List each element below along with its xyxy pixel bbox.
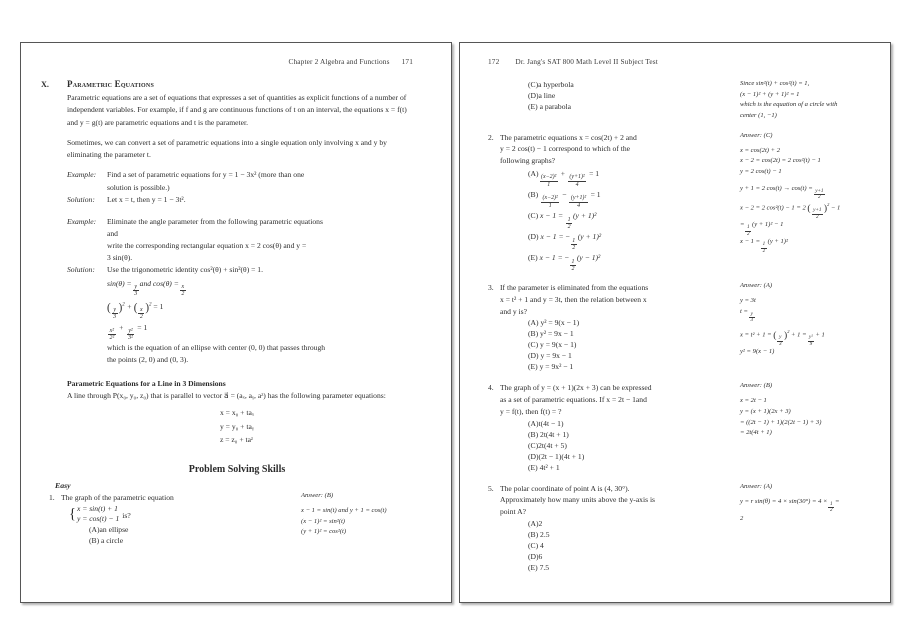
question-2-stem-1: The parametric equations x = cos(2t) + 2 and (500, 132, 637, 142)
answer-1-head: Answer: (B) (301, 492, 334, 500)
equation-z: z = z₀ + taᶻ (219, 434, 254, 444)
book-title: Dr. Jang's SAT 800 Math Level II Subject Test (515, 57, 658, 66)
example-text-cont: solution is possible.) (107, 182, 170, 192)
answer-2-g2-line-4: x − 1 = $\frac{1}{2}$ (y + 1)² (740, 238, 788, 254)
choice-c[interactable]: (C)a hyperbola (528, 80, 574, 89)
answer-3-line-2: t = $\frac{y}{3}$ (740, 307, 753, 324)
example-label-2: Example: (67, 216, 97, 226)
question-1-continued-answer (730, 79, 872, 122)
eq1-rhs: = 1 (153, 301, 164, 311)
question-5-choices (480, 518, 730, 573)
solution-label-2: Solution: (67, 265, 95, 275)
question-1-continued-row (480, 79, 872, 122)
question-5-answer (730, 483, 872, 573)
line-3d-equations (41, 406, 433, 446)
question-5-stem-3: point A? (500, 507, 526, 517)
answer-1-line-2: (x − 1)² = sin²(t) (301, 517, 345, 525)
choice-b[interactable]: (B) a circle (89, 535, 124, 545)
choice-c[interactable]: (C) 4 (528, 540, 544, 550)
section-title: Parametric Equations (67, 79, 154, 89)
example2-line3: write the corresponding rectangular equation x = 2 cos(θ) and y = (107, 241, 307, 251)
answer-4-head: Answer: (B) (740, 382, 773, 390)
question-5-number: 5. (488, 483, 494, 493)
example2-line4: 3 sin(θ). (107, 253, 133, 263)
choice-c[interactable]: (C) x − 1 = $\frac{1}{2}$ (y + 1)² (528, 211, 597, 230)
question-3-stem-1: If the parameter is eliminated from the equations (500, 283, 649, 293)
running-head-left (41, 57, 433, 67)
choice-b[interactable]: (B) $\frac{\text{(x−2)²}}{1}$ − $\frac{\text{(y+1)²}}{4}$ = 1 (528, 190, 601, 209)
answer-4-line-1: x = 2t − 1 (740, 397, 767, 405)
choice-d[interactable]: (D)a line (528, 91, 556, 100)
choice-b[interactable]: (B) 2.5 (528, 529, 550, 539)
choice-a[interactable]: (A) y² = 9(x − 1) (528, 318, 580, 328)
example2-line1: Eliminate the angle parameter from the following parametric equations (107, 216, 323, 226)
choice-e[interactable]: (E) y = 9x² − 1 (528, 362, 574, 372)
fraction-y2-over-3sq: $\frac{\text{y²}}{\text{3²}}$ (128, 328, 133, 342)
equation-x: x = x₀ + taₓ (219, 408, 255, 418)
solution2-trig-substitution (67, 277, 421, 298)
answer-5-line-2: 2 (740, 514, 744, 522)
choice-e[interactable]: (E) 7.5 (528, 562, 550, 572)
question-4-number: 4. (488, 383, 494, 393)
choice-a[interactable]: (A) $\frac{\text{(x−2)²}}{1}$ + $\frac{\text{(y+1)²}}{4}$ = 1 (528, 168, 600, 188)
answer-5-head: Answer: (A) (740, 482, 773, 490)
question-3-stem-3: and y is? (500, 306, 527, 316)
system-line-y: y = cos(t) − 1 (76, 513, 120, 523)
fraction-y3-inner: $\frac{y}{3}$ (113, 307, 117, 321)
choice-a[interactable]: (A)t(4t − 1) (528, 418, 564, 428)
answer-3-line-4: y² = 9(x − 1) (740, 348, 775, 356)
question-1-stem: The graph of the parametric equation (61, 493, 174, 503)
choice-d[interactable]: (D)6 (528, 551, 543, 561)
question-4-stem-1: The graph of y = (x + 1)(2x + 3) can be expressed (500, 383, 652, 393)
running-head-right (480, 57, 872, 67)
answer-2-g1-line-2: x − 2 = cos(2t) = 2 cos²(t) − 1 (740, 157, 821, 165)
question-2-number: 2. (488, 132, 494, 142)
page-right (459, 42, 891, 603)
question-2-body (480, 132, 730, 272)
choice-a[interactable]: (A)2 (528, 518, 543, 528)
question-2-answer (730, 132, 872, 272)
fraction-x2-over-2sq: $\frac{\text{x²}}{\text{2²}}$ (109, 328, 115, 342)
folio-number-right: 172 (488, 57, 500, 66)
section-heading (41, 79, 433, 89)
example2-closing-2: the points (2, 0) and (0, 3). (107, 354, 189, 364)
question-1-number: 1. (49, 493, 55, 503)
answer-5-line-1: y = r sin(θ) = 4 × sin(30°) = 4 × $\frac{1}{2}$ = (740, 497, 840, 514)
question-3-number: 3. (488, 283, 494, 293)
answer-1-cont-line-4: center (1, −1) (740, 112, 777, 120)
question-3-choices (480, 317, 730, 372)
answer-1-cont-line-2: (x − 1)² + (y + 1)² = 1 (740, 90, 800, 98)
question-1-is-tag: is? (122, 511, 131, 521)
answer-2-g1-line-3: y = 2 cos(t) − 1 (740, 168, 782, 176)
choice-e[interactable]: (E) x − 1 = − $\frac{1}{2}$ (y − 1)² (528, 253, 601, 272)
fraction-x2-inner: $\frac{x}{2}$ (139, 307, 143, 321)
answer-1-cont-line-1: Since sin²(t) + cos²(t) = 1, (740, 80, 810, 87)
fraction-y-over-3: $\frac{y}{3}$ (134, 284, 138, 298)
example2-line2: and (107, 229, 118, 239)
choice-d[interactable]: (D) y = 9x − 1 (528, 351, 572, 361)
solution-label: Solution: (67, 194, 95, 204)
answer-2-g2-line-3: = $\frac{1}{2}$ (y + 1)² − 1 (740, 221, 784, 237)
problem-solving-skills-title: Problem Solving Skills (188, 464, 286, 476)
choice-e[interactable]: (E) 4t² + 1 (528, 462, 560, 472)
subheading-line-3d: Parametric Equations for a Line in 3 Dimensions (67, 378, 226, 388)
question-3-body (480, 282, 730, 372)
question-4-choices (480, 418, 730, 473)
page-left (20, 42, 452, 603)
answer-1-cont-line-3: which is the equation of a circle with (740, 101, 838, 109)
answer-4-line-2: y = (x + 1)(2x + 3) (740, 408, 791, 416)
eq2-rhs: = 1 (137, 322, 148, 332)
question-1-row (41, 492, 433, 545)
solution-text: Let x = t, then y = 1 − 3t². (107, 194, 186, 204)
question-5-stem-2: Approximately how many units above the y-axis is (500, 495, 656, 505)
example-block-2 (41, 216, 433, 366)
question-4-body (480, 382, 730, 472)
choice-b[interactable]: (B) 2t(4t + 1) (528, 429, 569, 439)
example-label: Example: (67, 170, 97, 180)
choice-c[interactable]: (C)2t(4t + 5) (528, 440, 567, 450)
answer-1-line-3: (y + 1)² = cos²(t) (301, 528, 347, 536)
choice-d[interactable]: (D)(2t − 1)(4t + 1) (528, 451, 585, 461)
question-4-stem-2: as a set of parametric equations. If x = 2t − 1and (500, 395, 647, 405)
answer-4-line-4: = 2t(4t + 1) (740, 429, 772, 437)
choice-b[interactable]: (B) y² = 9x − 1 (528, 329, 574, 339)
answer-2-g1-line-1: x = cos(2t) + 2 (740, 146, 781, 154)
question-2-stem-3: following graphs? (500, 156, 556, 166)
question-3-answer (730, 282, 872, 372)
chapter-label: Chapter 2 Algebra and Functions (288, 57, 390, 66)
answer-4-line-3: = ((2t − 1) + 1)(2(2t − 1) + 3) (740, 418, 822, 426)
solution2-squared-sum: ( $\frac{y}{3}$ )$^2$ + ( $\frac{x}{2}$ )$^2$ = 1 (107, 301, 164, 321)
answer-2-head: Answer: (C) (740, 131, 773, 139)
paragraph-conversion: Sometimes, we can convert a set of parametric equations into a single equation only involving x and y by eliminating the parameter t. (67, 137, 387, 160)
answer-3-line-3: x = t² + 1 = ( $\frac{y}{3}$ )$^2$ + 1 = $\frac{\text{y²}}{9}$ + 1 (740, 328, 825, 347)
paragraph-definition: Parametric equations are a set of equations that expresses a set of quantities as explicit functions of a number of independent variables. For example, if f and g are continuous functions of t on an interval, the equations x = f(t) and y = g(t) are parametric equations and t is the parameter. (67, 93, 407, 127)
example-text: Find a set of parametric equations for y = 1 − 3x² (more than one (107, 170, 305, 180)
question-1-system: { x = sin(t) + 1 y = cos(t) − 1 is? (69, 503, 131, 523)
paragraph-line-3d: A line through P(x₀, y₀, z₀) that is parallel to vector a⃗ = (aₓ, aᵧ, aᶻ) has the following parameter equations: (67, 390, 386, 400)
fraction-x-over-2: $\frac{x}{2}$ (181, 284, 185, 298)
question-4-answer (730, 382, 872, 472)
example2-closing-1: which is the equation of an ellipse with center (0, 0) that passes through (107, 342, 326, 352)
question-5-row (480, 483, 872, 573)
choice-e[interactable]: (E) a parabola (528, 102, 572, 111)
choice-a[interactable]: (A)an ellipse (89, 524, 129, 534)
answer-3-line-1: y = 3t (740, 297, 756, 305)
question-1-choices (41, 524, 291, 546)
system-line-x: x = sin(t) + 1 (76, 503, 118, 513)
question-2-stem-2: y = 2 cos(t) − 1 correspond to which of the (500, 144, 631, 154)
sin-sub-prefix: sin(θ) = (107, 278, 132, 288)
answer-2-g2-line-2: x − 2 = 2 cos²(t) − 1 = 2 ( $\frac{y+1}{2}$ )$^2$ − 1 (740, 201, 841, 220)
question-3-row (480, 282, 872, 372)
question-1-answer (291, 492, 433, 545)
question-4-row (480, 382, 872, 472)
question-5-stem-1: The polar coordinate of point A is (4, 30°). (500, 483, 630, 493)
choice-d[interactable]: (D) x − 1 = − $\frac{1}{2}$ (y + 1)² (528, 232, 602, 251)
difficulty-level-label: Easy (55, 481, 71, 491)
question-1-body (41, 492, 291, 545)
question-1-continued-choices (480, 79, 730, 122)
example-block-1 (41, 169, 433, 205)
question-3-stem-2: x = t² + 1 and y = 3t, then the relation between x (500, 294, 647, 304)
question-4-stem-3: y = f(t), then f(t) = ? (500, 406, 562, 416)
solution2-ellipse-equation: $\frac{\text{x²}}{\text{2²}}$ + $\frac{\text{y²}}{\text{3²}}$ = 1 (109, 322, 148, 342)
cos-sub-prefix: and cos(θ) = (139, 278, 179, 288)
question-2-row (480, 132, 872, 272)
section-numeral: X. (41, 80, 49, 89)
question-2-choices (480, 167, 730, 272)
answer-1-line-1: x − 1 = sin(t) and y + 1 = cos(t) (301, 507, 387, 515)
answer-3-head: Answer: (A) (740, 282, 773, 290)
question-5-body (480, 483, 730, 573)
solution2-line1: Use the trigonometric identity cos²(θ) + sin²(θ) = 1. (107, 265, 263, 275)
equation-y: y = y₀ + taᵧ (219, 421, 254, 431)
choice-c[interactable]: (C) y = 9(x − 1) (528, 340, 577, 350)
folio-number: 171 (401, 57, 413, 66)
answer-2-g2-line-1: y + 1 = 2 cos(t) → cos(t) = $\frac{y+1}{2}$ (740, 184, 824, 201)
